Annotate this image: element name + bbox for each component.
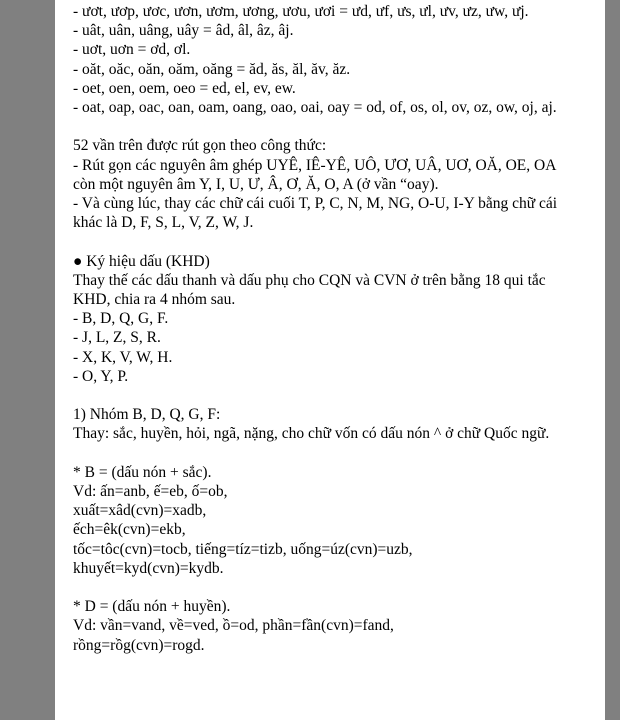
text-line: - B, D, Q, G, F. [73, 310, 169, 328]
group-heading: 1) Nhóm B, D, Q, G, F: [73, 406, 221, 424]
text-line: - uât, uân, uâng, uây = âd, âl, âz, âj. [73, 22, 294, 40]
text-line: - X, K, V, W, H. [73, 348, 173, 366]
text-line: - O, Y, P. [73, 367, 129, 385]
text-line: - Và cùng lúc, thay các chữ cái cuối T, P, C, N, M, NG, O-U, I-Y bằng chữ cái khác là D, F, S, L, V, Z, W, J. [73, 195, 558, 232]
text-line: ếch=êk(cvn)=ekb, [73, 521, 186, 539]
text-line: - J, L, Z, S, R. [73, 329, 161, 347]
text-line: Vd: vần=vand, về=ved, ồ=od, phần=fần(cvn)=fand, [73, 617, 394, 635]
section-heading-khd: ● Ký hiệu dấu (KHD) [73, 252, 210, 270]
text-line: rồng=rồg(cvn)=rogd. [73, 636, 205, 654]
paragraph-gap [73, 232, 563, 251]
text-line: - Rút gọn các nguyên âm ghép UYÊ, IÊ-YÊ, UÔ, ƯƠ, UÂ, UƠ, OĂ, OE, OA còn một nguyên âm Y, I, U, Ư, Â, Ơ, Ă, O, A (ở vần “oay). [73, 156, 556, 193]
text-line: - uơt, uơn = ơd, ơl. [73, 41, 191, 59]
rule-heading-b: * B = (dấu nón + sắc). [73, 463, 212, 481]
text-line: Thay thế các dấu thanh và dấu phụ cho CQN và CVN ở trên bằng 18 qui tắc KHD, chia ra 4 nhóm sau. [73, 271, 546, 309]
document-page [55, 0, 605, 720]
text-line: - oet, oen, oem, oeo = ed, el, ev, ew. [73, 79, 296, 97]
text-line: Thay: sắc, huyền, hỏi, ngã, nặng, cho chữ vốn có dấu nón ^ ở chữ Quốc ngữ. [73, 425, 550, 443]
text-line: Vd: ấn=anb, ế=eb, ố=ob, [73, 483, 228, 501]
text-line: khuyết=kyd(cvn)=kydb. [73, 559, 224, 577]
rule-heading-d: * D = (dấu nón + huyền). [73, 598, 231, 616]
text-line: tốc=tôc(cvn)=tocb, tiếng=tíz=tizb, uống=úz(cvn)=uzb, [73, 540, 413, 558]
paragraph-gap [73, 386, 563, 405]
text-line: - ươt, ươp, ươc, ươn, ươm, ương, ươu, ươi = ưd, ưf, ưs, ưl, ưv, ưz, ưw, ưj. [73, 3, 529, 20]
paragraph-gap [73, 578, 563, 597]
document-content [73, 2, 563, 655]
text-line: - oăt, oăc, oăn, oăm, oăng = ăd, ăs, ăl, ăv, ăz. [73, 60, 351, 78]
summary-heading: 52 vần trên được rút gọn theo công thức: [73, 137, 327, 155]
paragraph-gap [73, 117, 563, 136]
paragraph-gap [73, 444, 563, 463]
text-line: - oat, oap, oac, oan, oam, oang, oao, oai, oay = od, of, os, ol, ov, oz, ow, oj, aj. [73, 99, 557, 117]
text-line: xuất=xâd(cvn)=xadb, [73, 502, 207, 520]
